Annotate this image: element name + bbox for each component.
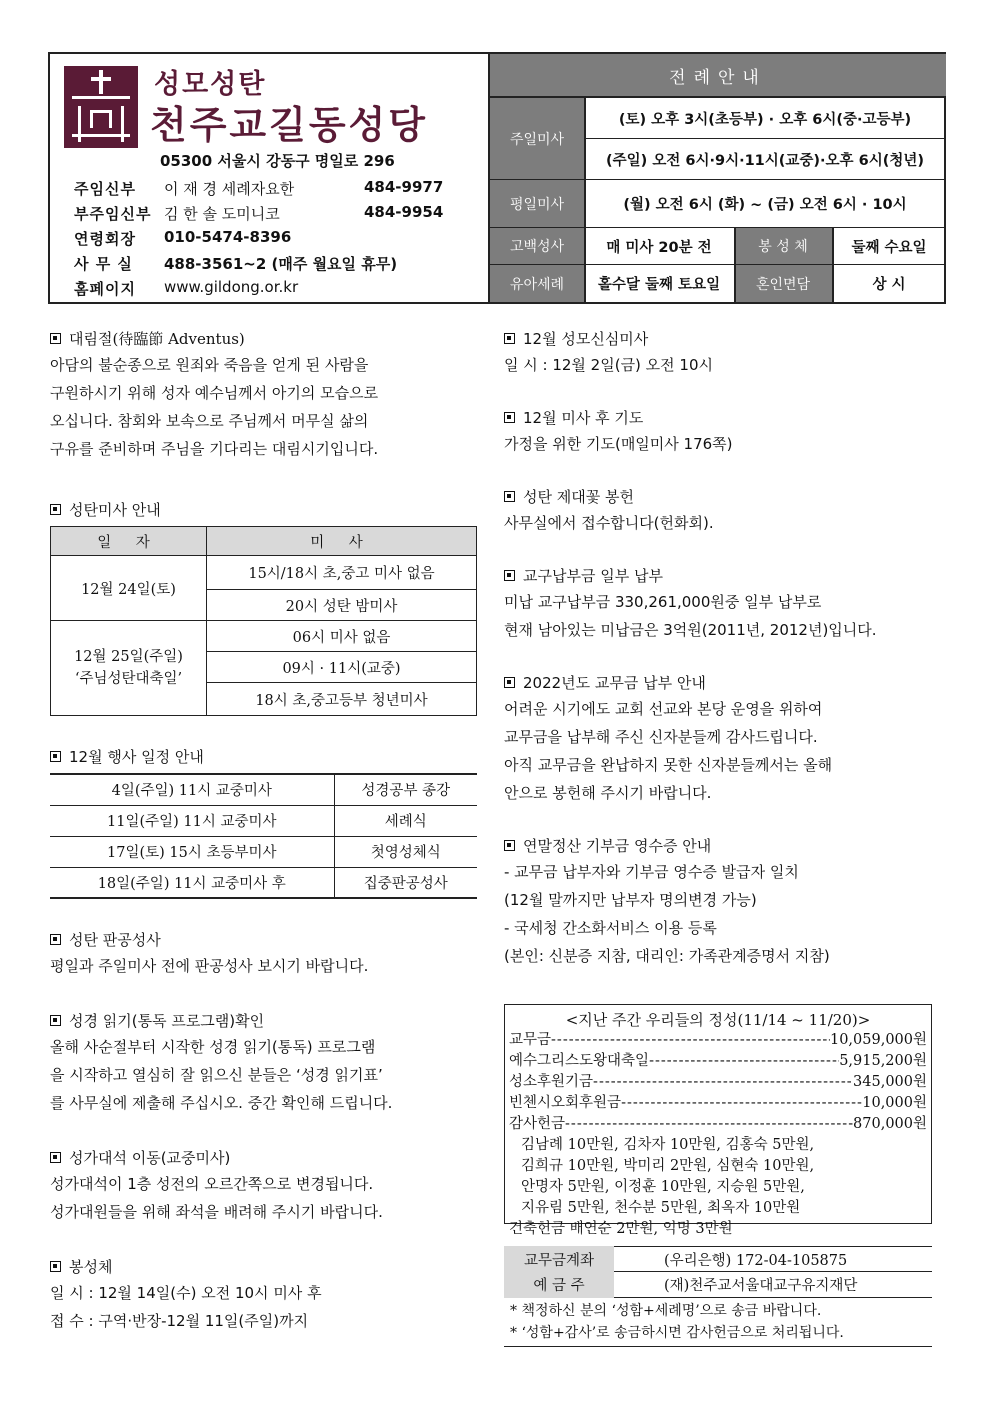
- staff-name: 이 재 경 세례자요한: [164, 180, 295, 198]
- table-row: 4일(주일) 11시 교중미사 성경공부 종강: [50, 774, 477, 805]
- sunday-mass-label: 주일미사: [490, 98, 584, 180]
- marriage-label: 혼인면담: [734, 265, 832, 302]
- donor-line: 안명자 5만원, 이정훈 10만원, 지승원 5만원,: [521, 1179, 805, 1195]
- table-row: 18일(주일) 11시 교중미사 후 집중판공성사: [50, 867, 477, 898]
- receipt-text: - 교무금 납부자와 기부금 영수증 발급자 일치 (12월 말까지만 납부자 명의변경 가능) - 국세청 간소화서비스 이용 등록 (본인: 신분증 지참, 대리인: 가족관계증명서 지참): [504, 863, 830, 965]
- staff-phone: 484-9977: [364, 178, 444, 196]
- holder-row: [504, 1272, 932, 1298]
- donor-line: 김남례 10만원, 김차자 10만원, 김홍숙 5만원,: [521, 1137, 815, 1153]
- right-column: [504, 328, 944, 970]
- square-bullet-icon: [504, 491, 515, 502]
- table-cell: 12월 24일(토): [51, 556, 207, 621]
- bible-text: 올해 사순절부터 시작한 성경 읽기(통독) 프로그램 을 시작하고 열심히 잘 읽으신 분들은 ‘성경 읽기표’ 를 사무실에 제출해 주십시오. 중간 확인해 드립니다.: [50, 1038, 393, 1112]
- section-heading: 12월 성모신심미사: [504, 328, 944, 349]
- square-bullet-icon: [504, 570, 515, 581]
- offering-row: 예수그리스도왕대축일 ----- 5,915,200원: [509, 1051, 927, 1072]
- church-subtitle: 성모성탄: [154, 69, 267, 100]
- section-heading: 성탄 판공성사: [50, 929, 478, 950]
- staff-name: 010-5474-8396: [164, 228, 292, 246]
- events-table: [50, 773, 477, 899]
- section-heading: 2022년도 교무금 납부 안내: [504, 672, 944, 693]
- confession-text: 평일과 주일미사 전에 판공성사 보시기 바랍니다.: [50, 957, 369, 975]
- account-row: [504, 1246, 932, 1272]
- liturgy-schedule: [488, 54, 946, 302]
- staff-row: [74, 178, 443, 199]
- account-label: 교무금계좌: [504, 1246, 614, 1272]
- bulletin-header: [48, 52, 946, 304]
- offering-row: 교무금 ----- 10,059,000원: [509, 1030, 927, 1051]
- left-column: [50, 328, 478, 1335]
- weekday-mass-label: 평일미사: [490, 180, 584, 228]
- section-heading: 성가대석 이동(교중미사): [50, 1147, 478, 1168]
- section-heading: 성탄 제대꽃 봉헌: [504, 486, 944, 507]
- square-bullet-icon: [504, 412, 515, 423]
- section-heading: 대림절(待臨節 Adventus): [50, 328, 478, 349]
- square-bullet-icon: [50, 1015, 61, 1026]
- church-name: 천주교길동성당: [150, 103, 428, 147]
- homepage-link[interactable]: www.gildong.or.kr: [164, 278, 299, 296]
- account-info: [504, 1246, 932, 1347]
- staff-name: 488-3561~2 (매주 월요일 휴무): [164, 255, 398, 273]
- section-heading: 봉성체: [50, 1256, 478, 1277]
- flower-text: 사무실에서 접수합니다(헌화회).: [504, 514, 714, 532]
- staff-row: [74, 203, 443, 224]
- communion-time: 둘째 수요일: [832, 228, 946, 265]
- offering-title: <지난 주간 우리들의 정성(11/14 ~ 11/20)>: [565, 1011, 871, 1029]
- staff-role: 홈페이지: [74, 280, 136, 298]
- table-cell: 09시 · 11시(교중): [207, 652, 477, 683]
- table-cell: 18시 초,중고등부 청년미사: [207, 683, 477, 716]
- building-fund-line: 건축헌금 배연순 2만원, 익명 3만원: [509, 1221, 733, 1237]
- advent-text: 아담의 불순종으로 원죄와 죽음을 얻게 된 사람을 구원하시기 위해 성자 예수님께서 아기의 모습으로 오십니다. 참회와 보속으로 주님께서 머무실 삶의 구유를 준비하며 주님을 기다리는 대림시기입니다.: [50, 356, 379, 458]
- church-logo-icon: [64, 66, 138, 148]
- section-heading: 12월 미사 후 기도: [504, 407, 944, 428]
- holder-label: 예 금 주: [504, 1272, 614, 1298]
- holder-name: (재)천주교서울대교구유지재단: [664, 1278, 858, 1294]
- church-address: 05300 서울시 강동구 명일로 296: [160, 152, 395, 170]
- weekly-offering-box: [504, 1004, 932, 1237]
- staff-role: 사 무 실: [74, 255, 133, 273]
- square-bullet-icon: [504, 840, 515, 851]
- choir-text: 성가대석이 1층 성전의 오르간쪽으로 변경됩니다. 성가대원들을 위해 좌석을 배려해 주시기 바랍니다.: [50, 1175, 383, 1221]
- staff-name: 김 한 솔 도미니코: [164, 205, 280, 223]
- marriage-time: 상 시: [872, 277, 906, 293]
- church-info: [50, 54, 488, 302]
- note-line: * 책정하신 분의 ‘성함+세례명’으로 송금 바랍니다.: [510, 1303, 822, 1319]
- confession-label: 고백성사: [490, 228, 584, 265]
- square-bullet-icon: [504, 333, 515, 344]
- staff-row: [74, 228, 364, 249]
- diocese-text: 미납 교구납부금 330,261,000원중 일부 납부로 현재 남아있는 미납금은 3억원(2011년, 2012년)입니다.: [504, 593, 877, 639]
- christmas-mass-table: [50, 526, 477, 716]
- staff-phone: 484-9954: [364, 203, 444, 221]
- offering-row: 빈첸시오회후원금 ----- 10,000원: [509, 1093, 927, 1114]
- staff-role: 연령회장: [74, 230, 136, 248]
- table-row: 11일(주일) 11시 교중미사 세례식: [50, 805, 477, 836]
- square-bullet-icon: [50, 504, 61, 515]
- offering-row: 감사헌금 ----- 870,000원: [509, 1114, 927, 1135]
- sunday-mass-saturday: (토) 오후 3시(초등부) · 오후 6시(중·고등부): [584, 98, 946, 139]
- square-bullet-icon: [50, 1261, 61, 1272]
- table-header: 일 자: [51, 527, 207, 556]
- square-bullet-icon: [50, 751, 61, 762]
- square-bullet-icon: [50, 934, 61, 945]
- dues-text: 어려운 시기에도 교회 선교와 본당 운영을 위하여 교무금을 납부해 주신 신자분들께 감사드립니다. 아직 교무금을 완납하지 못한 신자분들께서는 올해 안으로 봉헌해 주시기 바랍니다.: [504, 700, 833, 802]
- section-heading: 성경 읽기(통독 프로그램)확인: [50, 1010, 478, 1031]
- table-row: 17일(토) 15시 초등부미사 첫영성체식: [50, 836, 477, 867]
- staff-role: 부주임신부: [74, 205, 152, 223]
- section-heading: 교구납부금 일부 납부: [504, 565, 944, 586]
- offering-row: 성소후원기금 ----- 345,000원: [509, 1072, 927, 1093]
- account-notes: [504, 1298, 932, 1347]
- mary-mass-text: 일 시 : 12월 2일(금) 오전 10시: [504, 356, 714, 374]
- communion-label: 봉 성 체: [734, 228, 832, 265]
- weekday-mass-times: (월) 오전 6시 (화) ~ (금) 오전 6시 · 10시: [584, 180, 946, 228]
- table-cell: 06시 미사 없음: [207, 621, 477, 652]
- table-cell: 12월 25일(주일) ‘주님성탄대축일’: [51, 621, 207, 716]
- communion-text: 일 시 : 12월 14일(수) 오전 10시 미사 후 접 수 : 구역·반장-12월 11일(주일)까지: [50, 1284, 322, 1330]
- section-heading: 12월 행사 일정 안내: [50, 746, 478, 767]
- staff-row: [74, 278, 464, 299]
- note-line: * ‘성함+감사’로 송금하시면 감사헌금으로 처리됩니다.: [510, 1325, 844, 1341]
- staff-role: 주임신부: [74, 180, 136, 198]
- account-number: (우리은행) 172-04-105875: [664, 1252, 848, 1269]
- sunday-mass-sunday: (주일) 오전 6시·9시·11시(교중)·오후 6시(청년): [584, 139, 946, 180]
- donor-line: 지유림 5만원, 천수분 5만원, 최옥자 10만원: [521, 1200, 801, 1216]
- infant-baptism-label: 유아세례: [490, 265, 584, 302]
- square-bullet-icon: [504, 677, 515, 688]
- square-bullet-icon: [50, 333, 61, 344]
- infant-baptism-time: 홀수달 둘째 토요일: [597, 277, 721, 293]
- table-cell: 15시/18시 초,중고 미사 없음: [207, 556, 477, 590]
- confession-time: 매 미사 20분 전: [584, 228, 734, 265]
- table-header: 미 사: [207, 527, 477, 556]
- prayer-text: 가정을 위한 기도(매일미사 176쪽): [504, 435, 733, 453]
- section-heading: 성탄미사 안내: [50, 499, 478, 520]
- schedule-title: 전례안내: [490, 54, 946, 98]
- donor-line: 김희규 10만원, 박미리 2만원, 심현숙 10만원,: [521, 1158, 815, 1174]
- square-bullet-icon: [50, 1152, 61, 1163]
- section-heading: 연말정산 기부금 영수증 안내: [504, 835, 944, 856]
- staff-row: [74, 253, 464, 274]
- table-cell: 20시 성탄 밤미사: [207, 590, 477, 621]
